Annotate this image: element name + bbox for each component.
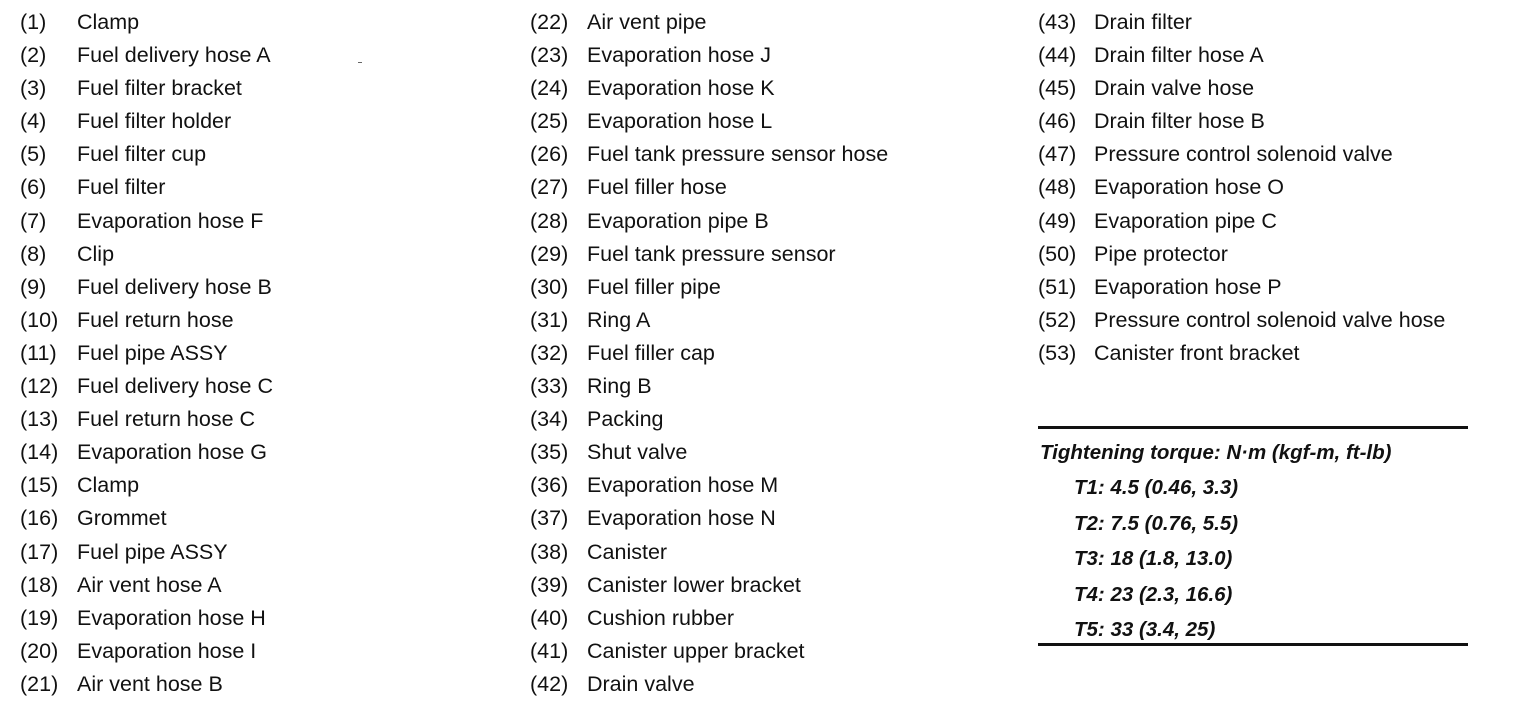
item-label: Fuel return hose bbox=[77, 307, 234, 332]
item-label: Drain filter hose B bbox=[1094, 109, 1265, 134]
torque-row: T2: 7.5 (0.76, 5.5) bbox=[1074, 511, 1239, 535]
item-number: (45) bbox=[1038, 76, 1077, 101]
item-number: (22) bbox=[530, 10, 569, 34]
list-item bbox=[20, 105, 500, 138]
list-item bbox=[1038, 72, 1478, 105]
item-number: (37) bbox=[530, 506, 569, 531]
list-item bbox=[530, 635, 1010, 668]
list-item bbox=[530, 502, 1010, 535]
list-item bbox=[530, 271, 1010, 304]
list-item bbox=[20, 569, 500, 602]
item-label: Fuel tank pressure sensor bbox=[587, 241, 836, 266]
list-item bbox=[20, 238, 500, 271]
list-item bbox=[20, 469, 500, 502]
torque-row: T5: 33 (3.4, 25) bbox=[1074, 618, 1216, 641]
item-number: (14) bbox=[20, 440, 59, 465]
list-item bbox=[1038, 6, 1478, 39]
item-label: Evaporation hose H bbox=[77, 605, 266, 630]
item-label: Fuel filter bracket bbox=[77, 76, 242, 101]
item-label: Evaporation hose N bbox=[587, 506, 776, 531]
item-label: Evaporation hose L bbox=[587, 109, 773, 134]
item-label: Fuel filler hose bbox=[587, 175, 727, 200]
item-label: Canister lower bracket bbox=[587, 572, 801, 597]
item-number: (35) bbox=[530, 440, 569, 465]
item-number: (13) bbox=[20, 407, 59, 432]
item-label: Drain valve hose bbox=[1094, 76, 1255, 101]
list-item bbox=[20, 6, 500, 39]
item-label: Evaporation hose I bbox=[77, 638, 257, 663]
list-item bbox=[530, 602, 1010, 635]
item-number: (32) bbox=[530, 340, 569, 365]
item-number: (27) bbox=[530, 175, 569, 200]
item-number: (15) bbox=[20, 473, 59, 498]
list-item bbox=[1038, 304, 1478, 337]
item-number: (36) bbox=[530, 473, 569, 498]
list-item bbox=[530, 6, 1010, 39]
item-number: (25) bbox=[530, 109, 569, 134]
item-number: (6) bbox=[20, 175, 47, 200]
item-number: (30) bbox=[530, 274, 569, 299]
item-number: (11) bbox=[20, 340, 57, 365]
list-item bbox=[20, 271, 500, 304]
item-label: Fuel filter bbox=[77, 175, 166, 200]
list-item bbox=[530, 469, 1010, 502]
parts-column-2 bbox=[530, 6, 1010, 701]
item-label: Fuel delivery hose B bbox=[77, 274, 272, 299]
item-number: (39) bbox=[530, 572, 569, 597]
item-label: Fuel delivery hose C bbox=[77, 374, 273, 399]
list-item bbox=[1038, 205, 1478, 238]
item-label: Evaporation hose M bbox=[587, 473, 779, 498]
item-number: (4) bbox=[20, 109, 47, 134]
list-item bbox=[20, 72, 500, 105]
parts-column-3 bbox=[1038, 6, 1478, 370]
item-label: Fuel return hose C bbox=[77, 407, 256, 432]
item-number: (42) bbox=[530, 671, 569, 696]
item-label: Pressure control solenoid valve hose bbox=[1094, 307, 1446, 332]
item-number: (21) bbox=[20, 671, 59, 696]
list-item bbox=[530, 337, 1010, 370]
item-label: Drain filter bbox=[1094, 10, 1192, 34]
list-item bbox=[20, 370, 500, 403]
list-item bbox=[20, 436, 500, 469]
item-label: Fuel filter holder bbox=[77, 109, 232, 134]
item-label: Grommet bbox=[77, 506, 167, 531]
item-number: (26) bbox=[530, 142, 569, 167]
item-number: (7) bbox=[20, 208, 47, 233]
item-label: Air vent hose B bbox=[77, 671, 223, 696]
list-item bbox=[530, 569, 1010, 602]
item-label: Fuel tank pressure sensor hose bbox=[587, 142, 889, 167]
torque-title: Tightening torque: N·m (kgf-m, ft-lb) bbox=[1040, 441, 1392, 464]
item-label: Fuel filler pipe bbox=[587, 274, 721, 299]
item-number: (53) bbox=[1038, 340, 1077, 365]
item-label: Evaporation hose G bbox=[77, 440, 268, 465]
list-item bbox=[530, 171, 1010, 204]
item-label: Evaporation pipe B bbox=[587, 208, 769, 233]
list-item bbox=[530, 105, 1010, 138]
item-number: (40) bbox=[530, 605, 569, 630]
item-number: (28) bbox=[530, 208, 569, 233]
list-item bbox=[20, 138, 500, 171]
item-label: Fuel filter cup bbox=[77, 142, 207, 167]
item-label: Evaporation hose P bbox=[1094, 274, 1282, 299]
item-label: Fuel pipe ASSY bbox=[77, 340, 228, 365]
item-label: Evaporation hose K bbox=[587, 76, 775, 101]
item-number: (1) bbox=[20, 10, 47, 34]
item-number: (16) bbox=[20, 506, 59, 531]
list-item bbox=[20, 304, 500, 337]
item-number: (29) bbox=[530, 241, 569, 266]
list-item bbox=[1038, 171, 1478, 204]
list-item bbox=[1038, 138, 1478, 171]
list-item bbox=[20, 635, 500, 668]
list-item bbox=[1038, 337, 1478, 370]
item-number: (12) bbox=[20, 374, 59, 399]
item-label: Clamp bbox=[77, 10, 140, 34]
item-number: (18) bbox=[20, 572, 59, 597]
list-item bbox=[530, 436, 1010, 469]
list-item bbox=[530, 39, 1010, 72]
list-item bbox=[20, 536, 500, 569]
item-label: Ring B bbox=[587, 374, 652, 399]
item-number: (10) bbox=[20, 307, 59, 332]
list-item bbox=[20, 602, 500, 635]
item-label: Clip bbox=[77, 241, 115, 266]
item-number: (19) bbox=[20, 605, 59, 630]
list-item bbox=[530, 668, 1010, 701]
torque-row: T4: 23 (2.3, 16.6) bbox=[1074, 582, 1233, 606]
list-item bbox=[20, 337, 500, 370]
item-number: (9) bbox=[20, 274, 47, 299]
list-item bbox=[530, 238, 1010, 271]
item-number: (3) bbox=[20, 76, 47, 101]
item-number: (49) bbox=[1038, 208, 1077, 233]
item-label: Fuel delivery hose A bbox=[77, 43, 271, 68]
list-item bbox=[530, 536, 1010, 569]
item-label: Fuel pipe ASSY bbox=[77, 539, 228, 564]
parts-column-1 bbox=[20, 6, 500, 701]
list-item bbox=[530, 205, 1010, 238]
list-item bbox=[530, 304, 1010, 337]
item-label: Fuel filler cap bbox=[587, 340, 715, 365]
item-number: (52) bbox=[1038, 307, 1077, 332]
tightening-torque-box bbox=[1038, 426, 1468, 646]
item-number: (8) bbox=[20, 241, 47, 266]
item-label: Cushion rubber bbox=[587, 605, 735, 630]
list-item bbox=[20, 171, 500, 204]
item-number: (33) bbox=[530, 374, 569, 399]
item-label: Evaporation pipe C bbox=[1094, 208, 1277, 233]
item-number: (2) bbox=[20, 43, 47, 68]
item-label: Clamp bbox=[77, 473, 140, 498]
item-label: Packing bbox=[587, 407, 664, 432]
list-item bbox=[1038, 39, 1478, 72]
item-number: (17) bbox=[20, 539, 59, 564]
item-number: (44) bbox=[1038, 43, 1077, 68]
item-number: (31) bbox=[530, 307, 569, 332]
item-label: Canister upper bracket bbox=[587, 638, 805, 663]
item-label: Drain valve bbox=[587, 671, 695, 696]
item-number: (48) bbox=[1038, 175, 1077, 200]
item-label: Pipe protector bbox=[1094, 241, 1228, 266]
item-number: (43) bbox=[1038, 10, 1077, 34]
item-label: Ring A bbox=[587, 307, 651, 332]
list-item bbox=[1038, 271, 1478, 304]
item-number: (23) bbox=[530, 43, 569, 68]
list-item bbox=[20, 668, 500, 701]
list-item bbox=[20, 205, 500, 238]
list-item bbox=[20, 39, 500, 72]
item-label: Pressure control solenoid valve bbox=[1094, 142, 1393, 167]
list-item bbox=[530, 403, 1010, 436]
item-label: Drain filter hose A bbox=[1094, 43, 1264, 68]
list-item bbox=[530, 72, 1010, 105]
list-item bbox=[1038, 238, 1478, 271]
torque-row: T3: 18 (1.8, 13.0) bbox=[1074, 547, 1233, 570]
item-number: (41) bbox=[530, 638, 569, 663]
item-number: (38) bbox=[530, 539, 569, 564]
item-number: (20) bbox=[20, 638, 59, 663]
torque-row: T1: 4.5 (0.46, 3.3) bbox=[1074, 476, 1239, 499]
list-item bbox=[530, 370, 1010, 403]
item-label: Canister front bracket bbox=[1094, 340, 1300, 365]
item-label: Evaporation hose O bbox=[1094, 175, 1285, 200]
item-label: Evaporation hose J bbox=[587, 43, 772, 68]
list-item bbox=[1038, 105, 1478, 138]
item-number: (5) bbox=[20, 142, 47, 167]
item-label: Canister bbox=[587, 539, 668, 564]
item-label: Shut valve bbox=[587, 440, 688, 465]
item-number: (46) bbox=[1038, 109, 1077, 134]
item-number: (51) bbox=[1038, 274, 1077, 299]
item-number: (47) bbox=[1038, 142, 1077, 167]
list-item bbox=[20, 502, 500, 535]
item-number: (50) bbox=[1038, 241, 1077, 266]
list-item bbox=[530, 138, 1010, 171]
list-item bbox=[20, 403, 500, 436]
item-label: Evaporation hose F bbox=[77, 208, 264, 233]
item-number: (24) bbox=[530, 76, 569, 101]
item-label: Air vent hose A bbox=[77, 572, 222, 597]
item-number: (34) bbox=[530, 407, 569, 432]
item-label: Air vent pipe bbox=[587, 10, 707, 34]
